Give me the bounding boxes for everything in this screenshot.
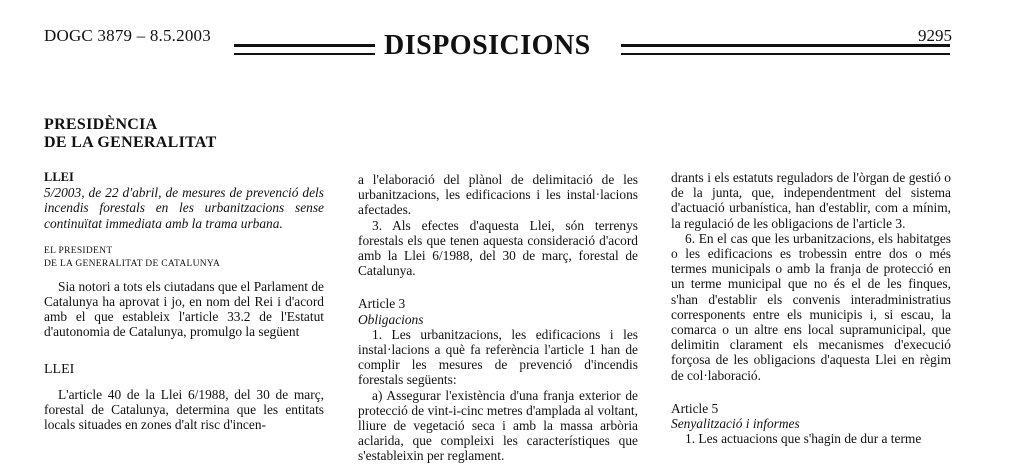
article-5-paragraph-1: 1. Les actuacions que s'hagin de dur a terme — [685, 431, 922, 447]
intro-paragraph: Sia notori a tots els ciutadans que el Parlament de Catalunya ha aprovat i jo, en nom del Rei i d'acord amb el que estableix l'article 33.2 de l'Estatut d'autonomia de Catalunya, promulgo la següent — [44, 278, 324, 340]
article-3-paragraph-1: 1. Les urbanitzacions, les edificacions i les instal·lacions a què fa referència l'article 1 han de complir les mesures de prevenció d'incendis forestals següents: — [358, 326, 638, 388]
paragraph-continuation-right: drants i els estatuts reguladors de l'òrgan de gestió o de la junta, que, independentment del sistema d'actuació urbanística, han d'establir, com a mínim, la regulació de les obligacions de l'article 3. — [671, 170, 951, 231]
section-title — [44, 116, 217, 152]
page-title: DISPOSICIONS — [384, 30, 591, 61]
llei-paragraph: L'article 40 de la Llei 6/1988, del 30 de març, forestal de Catalunya, determina que les entitats locals situades en zones d'alt risc d'incen- — [44, 386, 324, 433]
law-heading: LLEI — [44, 170, 74, 184]
header-rule-left — [234, 44, 375, 55]
column-right — [671, 170, 951, 446]
column-middle — [358, 172, 638, 464]
section-title-line2: DE LA GENERALITAT — [44, 134, 217, 151]
llei-heading: LLEI — [44, 361, 75, 377]
paragraph-6: 6. En el cas que les urbanitzacions, els habitatges o les edificacions es trobessin entre dos o més termes municipals o amb la franja de protecció en un terme municipal que no és el de les finques, s'han d'establir els convenis interadministratius corresponents entre els municipis i, si escau, la comarca o un altre ens local supramunicipal, que delimitin clarament els mecanismes d'execució forçosa de les obligacions d'aquesta Llei en règim de col·laboració. — [671, 230, 951, 383]
article-5-heading: Article 5 — [671, 400, 719, 416]
article-5-subtitle: Senyalització i informes — [671, 416, 800, 432]
section-title-line1: PRESIDÈNCIA — [44, 116, 158, 133]
page-header — [0, 0, 1018, 70]
article-3-heading: Article 3 — [358, 296, 406, 312]
article-3-paragraph-a: a) Assegurar l'existència d'una franja exterior de protecció de vint-i-cinc metres d'amplada al voltant, lliure de vegetació seca i amb la massa arbòria aclarida, que compleixi les característiques que s'estableixin per reglament. — [358, 387, 638, 464]
header-rule-right — [621, 44, 950, 55]
column-left — [44, 170, 324, 432]
page-number: 9295 — [918, 26, 952, 45]
paragraph-continuation: a l'elaboració del plànol de delimitació de les urbanitzacions, les edificacions i les instal·lacions afectades. — [358, 172, 638, 218]
law-description: 5/2003, de 22 d'abril, de mesures de prevenció dels incendis forestals en les urbanitzacions sense continuïtat immediata amb la trama urbana. — [44, 185, 324, 231]
article-3-subtitle: Obligacions — [358, 311, 424, 327]
president-line-1: EL PRESIDENT — [44, 245, 113, 256]
paragraph-3: 3. Als efectes d'aquesta Llei, són terrenys forestals els que tenen aquesta consideració d'acord amb la Llei 6/1988, del 30 de març, forestal de Catalunya. — [358, 217, 638, 279]
issue-reference: DOGC 3879 – 8.5.2003 — [44, 26, 211, 45]
president-line-2: DE LA GENERALITAT DE CATALUNYA — [44, 258, 221, 269]
